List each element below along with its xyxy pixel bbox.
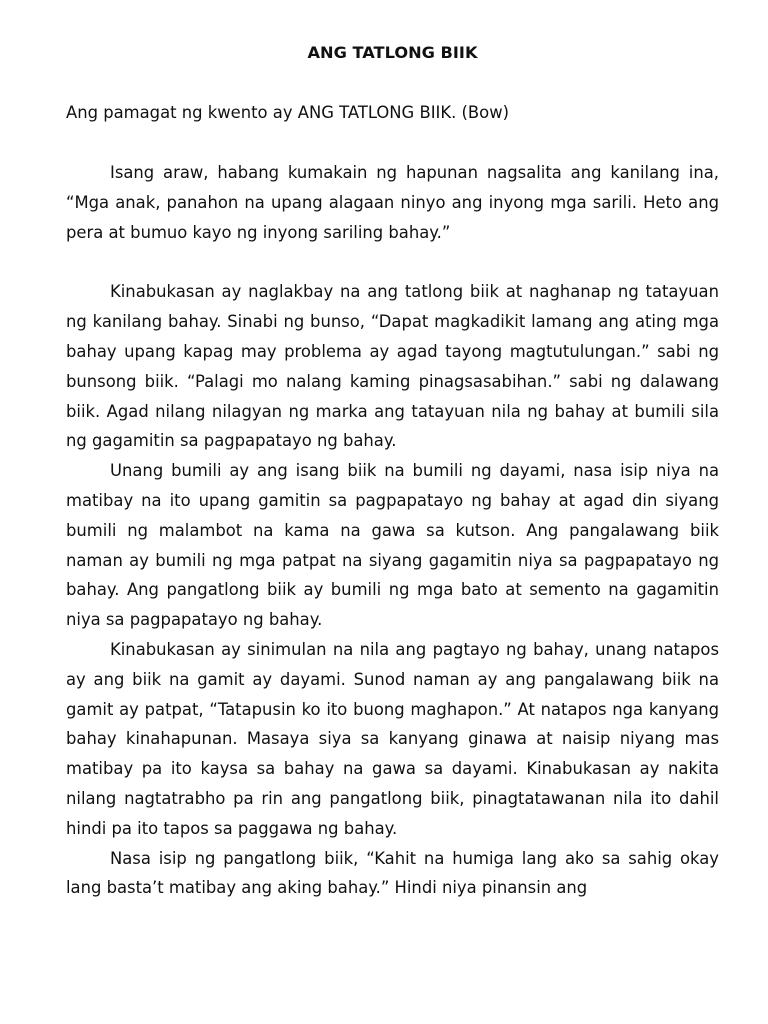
paragraph: Kinabukasan ay naglakbay na ang tatlong biik at naghanap ng tatayuan ng kanilang bahay. Sinabi ng bunso, “Dapat magkadikit lamang ang ating mga bahay upang kapag may problema ay agad tayong magtutulungan.” sabi ng bunsong biik. “Palagi mo nalang kaming pinagsasabihan.” sabi ng dalawang biik. Agad nilang nilagyan ng marka ang tatayuan nila ng bahay at bumili sila ng gagamitin sa pagpapatayo ng bahay. [66, 282, 719, 451]
paragraph: Isang araw, habang kumakain ng hapunan nagsalita ang kanilang ina, “Mga anak, panahon na upang alagaan ninyo ang inyong mga sarili. Heto ang pera at bumuo kayo ng inyong sariling bahay.” [66, 163, 719, 242]
paragraph-spacer [66, 247, 719, 277]
story-body [66, 158, 719, 903]
document-page [66, 0, 719, 1024]
paragraph: Kinabukasan ay sinimulan na nila ang pagtayo ng bahay, unang natapos ay ang biik na gamit ay dayami. Sunod naman ay ang pangalawang biik na gamit ay patpat, “Tatapusin ko ito buong maghapon.” At natapos nga kanyang bahay kinahapunan. Masaya siya sa kanyang ginawa at naisip niyang mas matibay pa ito kaysa sa bahay na gawa sa dayami. Kinabukasan ay nakita nilang nagtatrabho pa rin ang pangatlong biik, pinagtatawanan nila ito dahil hindi pa ito tapos sa paggawa ng bahay. [66, 639, 719, 838]
paragraph: Nasa isip ng pangatlong biik, “Kahit na humiga lang ako sa sahig okay lang basta’t matibay ang aking bahay.” Hindi niya pinansin ang [66, 848, 719, 898]
intro-line: Ang pamagat ng kwento ay ANG TATLONG BIIK. (Bow) [66, 103, 509, 122]
document-title: ANG TATLONG BIIK [307, 43, 478, 62]
paragraph: Unang bumili ay ang isang biik na bumili ng dayami, nasa isip niya na matibay na ito upang gamitin sa pagpapatayo ng bahay at agad din siyang bumili ng malambot na kama na gawa sa kutson. Ang pangalawang biik naman ay bumili ng mga patpat na siyang gagamitin niya sa pagpapatayo ng bahay. Ang pangatlong biik ay bumili ng mga bato at semento na gagamitin niya sa pagpapatayo ng bahay. [66, 461, 719, 630]
